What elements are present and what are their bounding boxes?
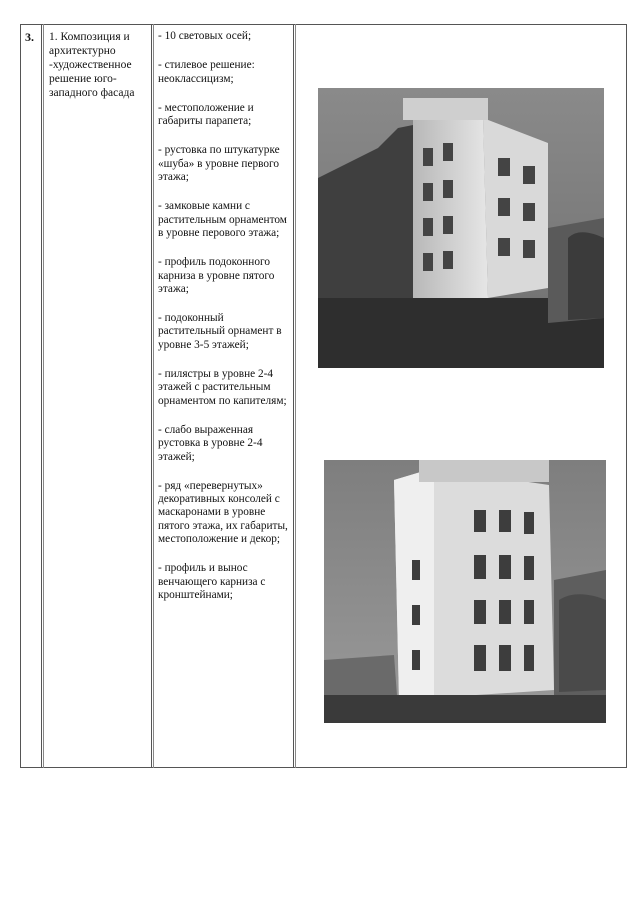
feature-item: - подоконный растительный орнамент в уровне 3-5 этажей; bbox=[158, 312, 282, 351]
feature-item: - профиль подоконного карниза в уровне пятого этажа; bbox=[158, 256, 275, 295]
feature-item: - местоположение и габариты парапета; bbox=[158, 101, 254, 128]
feature-item: - стилевое решение: неоклассицизм; bbox=[158, 59, 255, 85]
row-title: 1. Композиция и архитектурно -художественное решение юго-западного фасада bbox=[49, 31, 135, 99]
building-photo-image bbox=[318, 88, 604, 368]
building-photo bbox=[324, 460, 606, 723]
feature-item: - профиль и вынос венчающего карниза с кронштейнами; bbox=[158, 562, 266, 601]
feature-item: - слабо выраженная рустовка в уровне 2-4 этажей; bbox=[158, 423, 263, 463]
feature-item: - ряд «перевернутых» декоративных консолей с маскаронами в уровне пятого этажа, их габариты, местоположение и декор; bbox=[158, 479, 288, 546]
row-number: 3. bbox=[25, 30, 34, 44]
feature-list bbox=[158, 30, 292, 618]
feature-item: - пилястры в уровне 2-4 этажей с растительным орнаментом по капителям; bbox=[158, 368, 287, 407]
column-divider bbox=[151, 24, 152, 768]
column-divider bbox=[41, 24, 42, 768]
column-divider bbox=[293, 24, 294, 768]
feature-item: - рустовка по штукатурке «шуба» в уровне первого этажа; bbox=[158, 144, 280, 184]
building-photo-image bbox=[324, 460, 606, 723]
feature-item: - 10 световых осей; bbox=[158, 30, 252, 42]
building-photo bbox=[318, 88, 604, 368]
feature-item: - замковые камни с растительным орнаментом в уровне перового этажа; bbox=[158, 200, 287, 239]
